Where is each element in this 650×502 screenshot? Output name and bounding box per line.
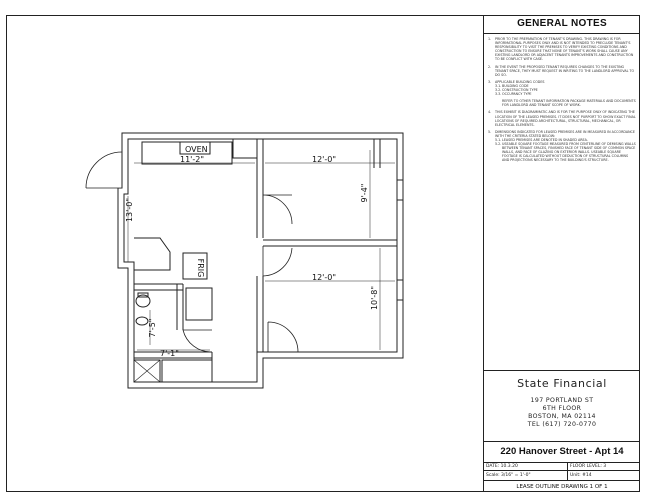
firm-address-line: 197 PORTLAND ST	[530, 397, 594, 404]
bedroom2-door	[263, 246, 292, 276]
shower-x	[134, 360, 160, 382]
firm-address-line: 6TH FLOOR	[542, 405, 582, 412]
dim-bedroom2-width: 12'-0"	[312, 273, 337, 282]
firm-block	[484, 370, 640, 442]
closet	[374, 139, 380, 168]
note-item: 2. IN THE EVENT THE PROPOSED TENANT REQUIRES CHANGES TO THE EXISTING TENANT SPACE, THEY MUST REQUEST IN WRITING TO THE LANDLORD APPROVAL TO DO SO.	[488, 64, 635, 77]
general-notes-list	[488, 37, 636, 163]
date-field: DATE: 10.3.20	[484, 462, 568, 471]
dim-kitchen-width: 11'-2"	[180, 155, 205, 164]
dim-bedroom1-width: 12'-0"	[312, 155, 337, 164]
outer-wall-inner	[124, 139, 397, 382]
dim-bedroom2-depth: 10'-8"	[370, 285, 379, 311]
general-notes-title: GENERAL NOTES	[484, 15, 640, 34]
partition-wall	[257, 276, 263, 352]
floor-level-field: FLOOR LEVEL: 3	[568, 462, 640, 471]
dim-bedroom1-depth: 9'-4"	[360, 183, 369, 203]
closet-door	[268, 322, 298, 352]
kitchen-l-counter	[134, 238, 170, 270]
bath-wall	[134, 284, 183, 290]
closet	[233, 139, 257, 158]
scale-field: Scale: 3/16" = 1'-0"	[484, 471, 568, 480]
dim-bath-width: 7'-1"	[160, 349, 179, 358]
firm-phone: TEL (617) 720-0770	[527, 421, 597, 428]
note-item: 4. THIS EXHIBIT IS DIAGRAMMATIC AND IS FOR THE PURPOSE ONLY OF INDICATING THE LOCATION OF THE LEASED PREMISES. IT DOES NOT PURPORT TO SHOW EXACT FINAL LOCATIONS OF REQUIRED ARCHITECTURAL, STRUCTURAL, MECHANICAL, OR ELECTRICAL ELEMENTS.	[488, 110, 636, 127]
note-item: 5. DIMENSIONS INDICATED FOR LEASED PREMISES ARE IN MEASURED IN ACCORDANCE WITH THE CRITERIA STATED BELOW: 5.1. LEASED PREMISES ARE DENOTED IN SHADED AREA. 5.2. USEABLE SQUARE FOOTAGE MEASURED FROM CENTERLINE OF DEMISING WALLS BETWEEN TENANT SPACES, FINISHED FACE OF TENANT SIDE OF COMMON SPACE WALLS, AND FACE OF GLAZING ON EXTERIOR WALLS. USEABLE SQUARE FOOTAGE IS CALCULATED WITHOUT DEDUCTION OF STRUCTURAL COLUMNS AND PROJECTIONS NECESSARY TO THE BUILDING'S STRUCTURE.	[488, 129, 636, 163]
title-block	[483, 15, 640, 492]
project-title: 220 Hanover Street - Apt 14	[484, 442, 640, 463]
note-item: 3. APPLICABLE BUILDING CODES 3.1. BUILDING CODE 3.2. CONSTRUCTION TYPE 3.3. OCCUPANCY TYPE REFER TO OTHER TENANT INFORMATION PACKAGE MATERIALS AND DOCUMENTS FOR LANDLORD AND TENANT SCOPE OF WORK.	[488, 79, 636, 108]
bedroom-wall	[263, 240, 397, 246]
window	[397, 180, 403, 300]
firm-address-line: BOSTON, MA 02114	[528, 413, 596, 420]
note-item: 1. PRIOR TO THE PREPARATION OF TENANT'S DRAWING. THIS DRAWING IS FOR INFORMATIONAL PURPOSES ONLY AND IS NOT INTENDED TO PRECLUDE TENANT'S RESPONSIBILITY TO VISIT THE PREMISES TO VERIFY EXISTING CONDITIONS AND CONSTRUCTION TO ENSURE THAT NONE OF TENANT'S WORK SHALL CAUSE ANY EXISTING LANDLORD OR ADJACENT TENANTS IMPROVEMENTS AND CONSTRUCTION TO BE CONFLICT WITH CASE.	[488, 37, 634, 62]
sink	[136, 317, 148, 325]
firm-name: State Financial	[517, 377, 607, 390]
dim-kitchen-depth: 13'-0"	[125, 197, 134, 223]
oven-label: OVEN	[185, 145, 208, 154]
bath-door	[183, 330, 212, 352]
bedroom1-door	[263, 195, 292, 224]
sheet-footer: LEASE OUTLINE DRAWING 1 OF 1	[484, 480, 640, 493]
dim-bath-depth: 7'-5"	[148, 318, 157, 338]
frig-label: FRIG	[196, 258, 205, 278]
laundry-closet	[186, 288, 212, 320]
bath-wall	[177, 284, 183, 330]
linen-closet	[162, 360, 212, 382]
unit-field: Unit: #14	[570, 473, 592, 478]
partition-wall	[257, 139, 263, 238]
